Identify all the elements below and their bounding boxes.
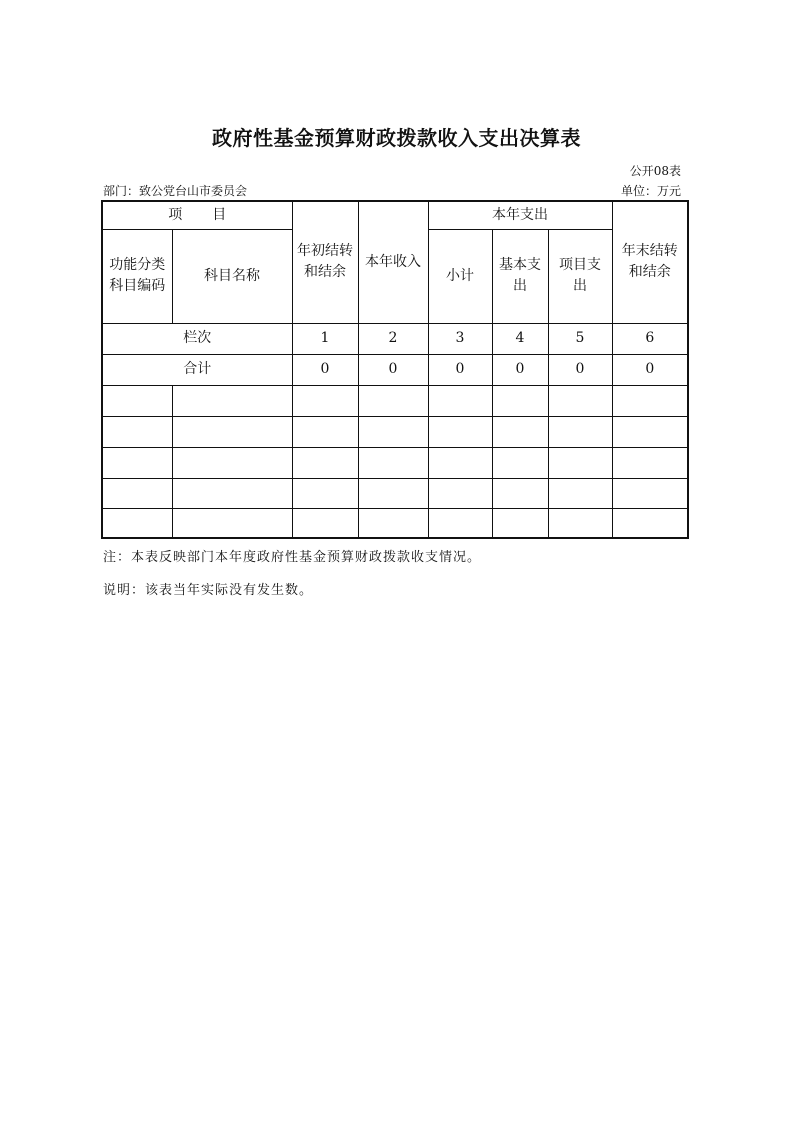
footnote: 注：本表反映部门本年度政府性基金预算财政拨款收支情况。 — [103, 550, 482, 565]
empty-row — [102, 478, 688, 508]
explanation-note: 说明：该表当年实际没有发生数。 — [103, 583, 314, 598]
empty-row — [102, 508, 688, 538]
header-func-code: 功能分类科目编码 — [102, 229, 172, 323]
column-number: 6 — [612, 323, 688, 354]
total-row — [102, 354, 688, 385]
header-row-1 — [102, 201, 688, 229]
header-expense: 本年支出 — [428, 201, 612, 229]
column-number: 4 — [492, 323, 548, 354]
header-basic: 基本支出 — [492, 229, 548, 323]
column-number-label: 栏次 — [102, 323, 292, 354]
department-line — [103, 182, 247, 199]
header-end-balance: 年末结转和结余 — [612, 201, 688, 323]
unit-line — [621, 182, 681, 199]
unit-label: 单位： — [620, 184, 657, 198]
header-begin-balance: 年初结转和结余 — [292, 201, 358, 323]
unit-value: 万元 — [656, 184, 681, 198]
department-label: 部门： — [103, 184, 140, 198]
header-subject-name: 科目名称 — [172, 229, 292, 323]
total-value: 0 — [612, 354, 688, 385]
header-subtotal: 小计 — [428, 229, 492, 323]
total-value: 0 — [428, 354, 492, 385]
header-project-exp: 项目支出 — [548, 229, 612, 323]
form-number: 公开08表 — [629, 164, 681, 178]
total-value: 0 — [358, 354, 428, 385]
column-number: 2 — [358, 323, 428, 354]
column-number: 3 — [428, 323, 492, 354]
total-value: 0 — [548, 354, 612, 385]
column-number: 5 — [548, 323, 612, 354]
header-project: 项目 — [102, 201, 292, 229]
total-label: 合计 — [102, 354, 292, 385]
column-number-row — [102, 323, 688, 354]
department-name: 致公党台山市委员会 — [139, 184, 248, 198]
total-value: 0 — [492, 354, 548, 385]
total-value: 0 — [292, 354, 358, 385]
header-income: 本年收入 — [358, 201, 428, 323]
page-title: 政府性基金预算财政拨款收入支出决算表 — [212, 126, 581, 150]
column-number: 1 — [292, 323, 358, 354]
empty-row — [102, 447, 688, 478]
empty-row — [102, 416, 688, 447]
empty-row — [102, 385, 688, 416]
budget-table — [101, 200, 689, 539]
